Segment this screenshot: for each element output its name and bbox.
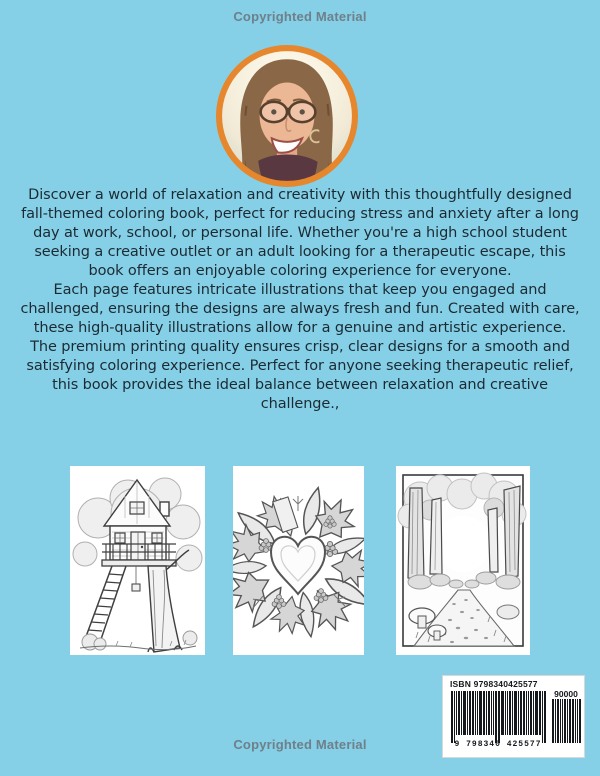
coloring-page-thumbnail-forest-path (396, 466, 530, 655)
barcode-bars (451, 691, 546, 743)
coloring-page-thumbnail-treehouse (70, 466, 205, 655)
copyright-top-label: Copyrighted Material (233, 9, 367, 24)
description-paragraph-1: Discover a world of relaxation and creativity with this thoughtfully designed fall-themed coloring book, perfect for reducing stress and anxiety after a long day at work, school, or personal life. Whether you're a high school student seeking a creative outlet or an adult looking for a therapeutic escape, this book offers an enjoyable coloring experience for everyone. (21, 187, 579, 279)
description-paragraph-3: The premium printing quality ensures crisp, clear designs for a smooth and satisfying coloring experience. Perfect for anyone seeking therapeutic relief, this book provides the ideal balance between relaxation and creative challenge., (26, 339, 574, 412)
book-description (18, 186, 582, 414)
author-portrait-icon (216, 45, 358, 187)
description-paragraph-2: Each page features intricate illustrations that keep you engaged and challenged, ensuring the designs are always fresh and fun. Created with care, these high-quality illustrations allow for a genuine and artistic experience. (20, 282, 580, 336)
barcode-digits: 9 798340 425577 (454, 740, 542, 749)
author-photo (216, 45, 358, 187)
copyright-bottom-label: Copyrighted Material (233, 737, 367, 752)
heart-wreath-coloring-icon (233, 466, 364, 655)
coloring-page-thumbnail-heart-wreath (233, 466, 364, 655)
forest-path-coloring-icon (396, 466, 530, 655)
barcode-supplement-label: 90000 (554, 689, 578, 699)
isbn-label: ISBN 9798340425577 (450, 679, 538, 689)
treehouse-coloring-icon (70, 466, 205, 655)
